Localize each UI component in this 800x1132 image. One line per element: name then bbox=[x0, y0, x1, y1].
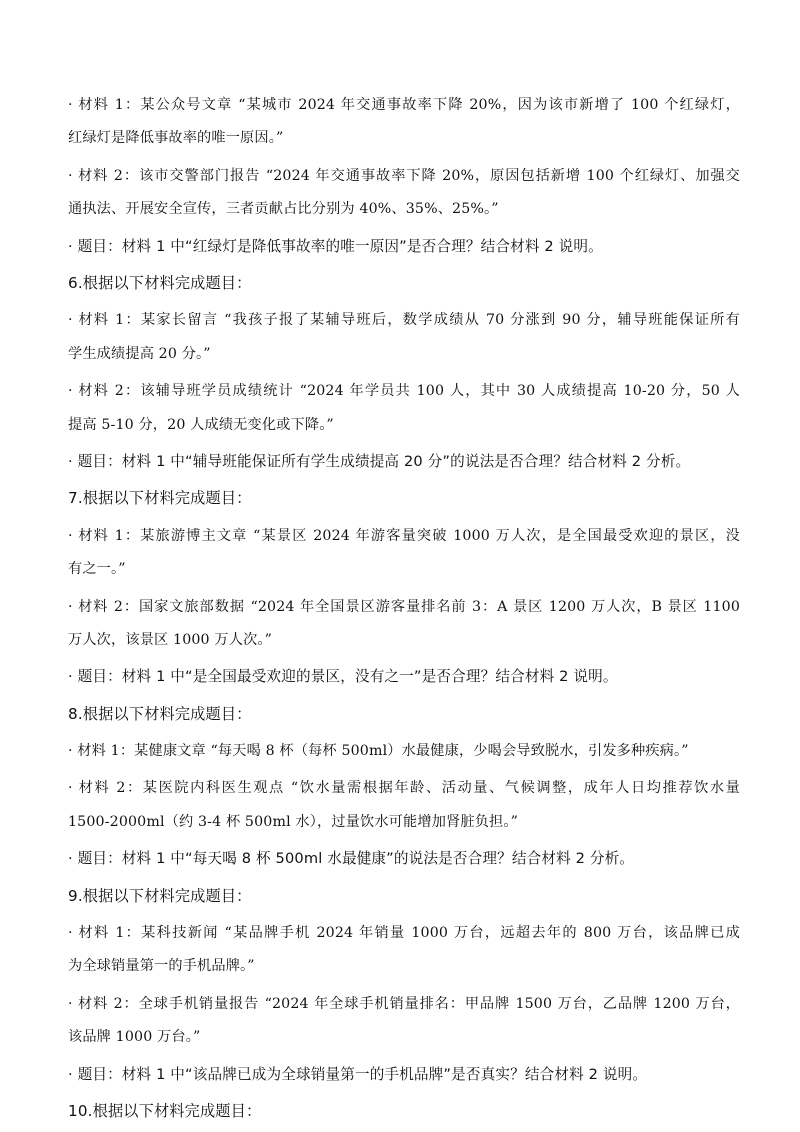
q6-heading: 6.根据以下材料完成题目： bbox=[68, 274, 252, 292]
q5-material-2-line-1: · 材料 2：该市交警部门报告 “2024 年交通事故率下降 20%，原因包括新增 100 个红绿灯、加强交 bbox=[68, 168, 740, 184]
q7-question: · 题目：材料 1 中“是全国最受欢迎的景区，没有之一”是否合理？结合材料 2 说明。 bbox=[68, 668, 618, 685]
q7-material-2-line-1: · 材料 2：国家文旅部数据 “2024 年全国景区游客量排名前 3：A 景区 1200 万人次，B 景区 1100 bbox=[68, 599, 740, 615]
q8-heading: 8.根据以下材料完成题目： bbox=[68, 705, 252, 723]
q9-material-1-line-2: 为全球销量第一的手机品牌。” bbox=[68, 958, 255, 974]
q5-material-1-line-1: · 材料 1：某公众号文章 “某城市 2024 年交通事故率下降 20%，因为该市新增了 100 个红绿灯， bbox=[68, 97, 740, 113]
q5-question: · 题目：材料 1 中“红绿灯是降低事故率的唯一原因”是否合理？结合材料 2 说明。 bbox=[68, 238, 603, 255]
q8-question: · 题目：材料 1 中“每天喝 8 杯 500ml 水最健康”的说法是否合理？结合材料 2 分析。 bbox=[68, 850, 635, 867]
q9-heading: 9.根据以下材料完成题目： bbox=[68, 887, 252, 905]
q6-material-1-line-2: 学生成绩提高 20 分。” bbox=[68, 346, 211, 362]
q7-material-1-line-1: · 材料 1：某旅游博主文章 “某景区 2024 年游客量突破 1000 万人次，是全国最受欢迎的景区，没 bbox=[68, 528, 740, 544]
q10-heading: 10.根据以下材料完成题目： bbox=[68, 1102, 262, 1120]
q9-question: · 题目：材料 1 中“该品牌已成为全球销量第一的手机品牌”是否真实？结合材料 2 说明。 bbox=[68, 1066, 648, 1083]
q8-material-1-line-1: · 材料 1：某健康文章 “每天喝 8 杯（每杯 500ml）水最健康，少喝会导致脱水，引发多种疾病。” bbox=[68, 743, 689, 759]
q6-material-2-line-2: 提高 5-10 分，20 人成绩无变化或下降。” bbox=[68, 417, 334, 433]
q9-material-2-line-2: 该品牌 1000 万台。” bbox=[68, 1029, 201, 1045]
q7-material-2-line-2: 万人次，该景区 1000 万人次。” bbox=[68, 632, 273, 648]
q6-material-1-line-1: · 材料 1：某家长留言 “我孩子报了某辅导班后，数学成绩从 70 分涨到 90 分，辅导班能保证所有 bbox=[68, 312, 740, 328]
q5-material-1-line-2: 红绿灯是降低事故率的唯一原因。” bbox=[68, 130, 284, 146]
q9-material-2-line-1: · 材料 2：全球手机销量报告 “2024 年全球手机销量排名：甲品牌 1500 万台，乙品牌 1200 万台， bbox=[68, 996, 740, 1012]
q8-material-2-line-1: · 材料 2：某医院内科医生观点 “饮水量需根据年龄、活动量、气候调整，成年人日均推荐饮水量 bbox=[68, 780, 740, 796]
q7-material-1-line-2: 有之一。” bbox=[68, 561, 126, 577]
q5-material-2-line-2: 通执法、开展安全宣传，三者贡献占比分别为 40%、35%、25%。” bbox=[68, 201, 499, 217]
q6-material-2-line-1: · 材料 2：该辅导班学员成绩统计 “2024 年学员共 100 人，其中 30 人成绩提高 10-20 分，50 人 bbox=[68, 383, 740, 399]
q8-material-2-line-2: 1500-2000ml（约 3-4 杯 500ml 水），过量饮水可能增加肾脏负担。” bbox=[68, 814, 519, 830]
q7-heading: 7.根据以下材料完成题目： bbox=[68, 489, 252, 507]
q9-material-1-line-1: · 材料 1：某科技新闻 “某品牌手机 2024 年销量 1000 万台，远超去年的 800 万台，该品牌已成 bbox=[68, 925, 740, 941]
q6-question: · 题目：材料 1 中“辅导班能保证所有学生成绩提高 20 分”的说法是否合理？结合材料 2 分析。 bbox=[68, 453, 691, 470]
